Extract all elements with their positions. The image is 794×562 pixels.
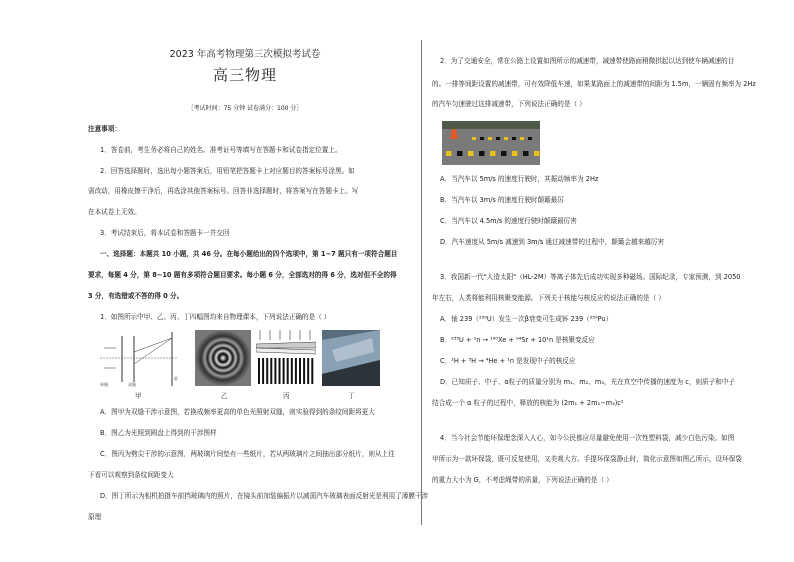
q3-line-2: 年左右，人类将能利用核聚变能源。下列关于核能与核反应的说法正确的是（ ）	[432, 294, 665, 302]
speed-bump-near	[446, 151, 540, 156]
q1-figure-label-bing: 丙	[283, 392, 290, 400]
section1-line-2: 要求，每题 4 分，第 8~10 题有多项符合题目要求。每小题 6 分，全部选对的得 6 分，选对但不全的得	[88, 271, 397, 279]
q1-option-c-line-1: C．图丙为劈尖干涉的示意图，两玻璃片间垫有一些纸片，若从两玻璃片之间抽出部分纸片，则从上往	[100, 450, 395, 458]
note-1: 1．答卷前，考生务必将自己的姓名、准考证号等填写在答题卡和试卷指定位置上。	[100, 146, 342, 154]
note-3: 3．考试结束后，将本试卷和答题卡一并交回	[100, 229, 230, 237]
notes-heading: 注意事项：	[88, 125, 121, 133]
exam-subject: 高三物理	[212, 66, 277, 84]
q3-line-1: 3．我国新一代"人造太阳"（HL-2M）等离子体先后成功实现多种磁场。国际纪录，专家预测，到 2050	[440, 273, 741, 281]
exam-title: 2023 年高考物理第三次模拟考试卷	[169, 49, 321, 60]
q1-figure-label-yi: 乙	[221, 392, 228, 400]
q1-figure-ding	[322, 330, 380, 386]
jia-screen-label: 屏	[174, 376, 178, 381]
q3-option-c: C．²H + ³H → ⁴He + ¹n 是发现中子的核反应	[440, 357, 576, 365]
note-2-line-1: 2．回答选择题时，选出每小题答案后，用铅笔把答题卡上对应题目的答案标号涂黑。如	[100, 167, 355, 175]
q2-line-2: 的。一排等间距设置的减速带，可有效降低车速，如果某路面上的减速带的间距为 1.5m，一辆固有频率为 2Hz	[432, 80, 756, 88]
q1-figure-jia	[100, 330, 180, 388]
q3-option-b: B．²³⁵U + ¹n → ¹⁴⁰Xe + ⁹⁴Sr + 10¹n 是核聚变反应	[440, 336, 595, 344]
q2-option-b: B．当汽车以 3m/s 的速度行驶时颠簸最厉	[440, 196, 564, 204]
q4-line-1: 4．当今社会节能环保理念深入人心，如今公民都应尽量避免使用一次性塑料袋，减少白色污染。如图	[440, 434, 735, 442]
q4-line-2: 甲所示为一款环保袋，既可反复使用，又美观大方。手提环保袋静止时，简化示意图如图乙所示，设环保袋	[432, 455, 742, 463]
column-divider	[421, 40, 422, 525]
q2-option-a: A．当汽车以 5m/s 的速度行驶时，其振动频率为 2Hz	[440, 175, 599, 183]
q2-line-1: 2．为了交通安全，常在公路上设置如图所示的减速带，减速带使路面稍微拱起以达到使车辆减速的目	[440, 57, 735, 65]
q1-option-d-line-1: D．图丁所示为相机拍摄车前挡玻璃内的照片，在镜头前加装偏振片以减弱汽车玻璃表面反射光是利用了薄膜干涉	[100, 492, 429, 500]
bing-fringes	[258, 358, 313, 384]
q3-option-d-line-1: D．已知质子、中子、α粒子的质量分别为 m₁、m₂、m₃，光在真空中传播的速度为 c，则质子和中子	[440, 378, 736, 386]
right-column	[432, 0, 774, 562]
q1-stem: 1．如图所示中甲、乙、丙、丁四幅图均来自物理课本，下列说法正确的是（ ）	[100, 313, 331, 321]
note-2-line-3: 在本试卷上无效。	[88, 208, 141, 216]
q1-figure-label-jia: 甲	[135, 392, 142, 400]
q1-figure-yi	[195, 330, 251, 386]
q1-option-b: B．图乙为光照到圆盘上得到的干涉图样	[100, 429, 217, 437]
q3-option-a: A．铀 239（²³⁹U）发生一次β衰变可生成钚 239（²³⁹Pu）	[440, 315, 613, 323]
note-2-line-2: 需改动，用橡皮擦干净后，再选涂其他答案标号。回答非选择题时，将答案写在答题卡上。写	[88, 187, 359, 195]
jia-double-slit-label: 双缝	[128, 382, 136, 387]
q1-figure-label-ding: 丁	[348, 392, 355, 400]
q1-option-c-line-2: 下看可以观察到条纹间距变大	[88, 471, 174, 479]
q2-option-c: C．当汽车以 4.5m/s 的速度行驶时颠簸最厉害	[440, 217, 577, 225]
q4-line-3: 的重力大小为 G，不考虑绳带的质量，下列说法正确的是（ ）	[432, 476, 613, 484]
section1-line-3: 3 分，有选错或不答的得 0 分。	[88, 292, 184, 300]
left-column	[70, 0, 429, 562]
q2-speed-bump-photo	[442, 121, 540, 165]
q1-figure-bing	[256, 330, 316, 386]
q1-option-a: A．图甲为双缝干涉示意图，若换成频率更高的单色光照射双缝，则实验得到的条纹间距将更大	[100, 408, 375, 416]
q2-option-d: D．汽车速度从 5m/s 减速到 3m/s 通过减速带的过程中，颠簸会越来越厉害	[440, 238, 665, 246]
q3-option-d-line-2: 结合成一个 α 粒子的过程中，释放的核能为 (2m₁ + 2m₂−m₃)c²	[432, 399, 624, 407]
jia-single-slit-label: 单缝	[100, 382, 108, 387]
section1-line-1: 一、选择题：本题共 10 小题，共 46 分。在每小题给出的四个选项中，第 1~7 题只有一项符合题目	[100, 250, 398, 258]
q1-option-d-line-2: 原理	[88, 513, 102, 521]
exam-meta: ［考试时间：75 分钟 试卷满分：100 分］	[187, 105, 303, 112]
q2-line-3: 的汽车匀速驶过这排减速带，下列说法正确的是（ ）	[432, 100, 586, 108]
